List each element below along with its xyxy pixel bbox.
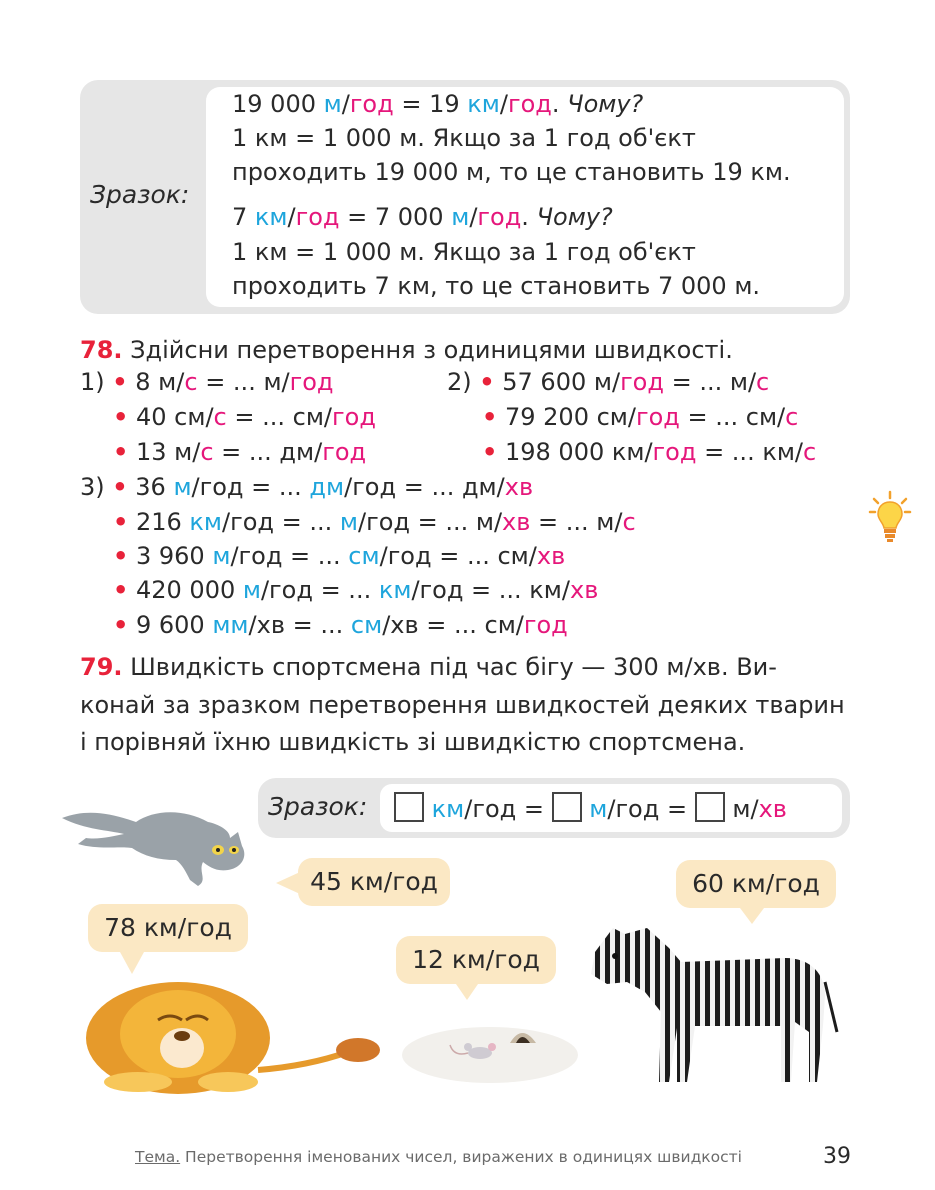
group-2-row-2: • 79 200 см/год = ... см/с <box>482 403 799 431</box>
page-number: 39 <box>823 1144 851 1169</box>
task-79-line-2: конай за зразком перетворення швидкостей деяких тварин <box>80 691 845 719</box>
sample-line-1: 19 000 м/год = 19 км/год. Чому? <box>232 90 644 118</box>
group-3-row-2: • 216 км/год = ... м/год = ... м/хв = ... м/с <box>113 508 636 536</box>
group-3-row-3: • 3 960 м/год = ... см/год = ... см/хв <box>113 542 566 570</box>
task-78-number: 78. <box>80 336 123 364</box>
lightbulb-icon <box>868 490 912 544</box>
task-78-heading: 78. Здійсни перетворення з одиницями швидкості. <box>80 336 733 364</box>
answer-box-2[interactable] <box>552 792 582 822</box>
group-3-row-5: • 9 600 мм/хв = ... см/хв = ... см/год <box>113 611 568 639</box>
answer-box-1[interactable] <box>394 792 424 822</box>
task-79-line-3: і порівняй їхню швидкість зі швидкістю спортсмена. <box>80 728 746 756</box>
task-79-sample-formula: км/год = м/год = м/хв <box>394 792 787 824</box>
cat-bubble-tail <box>276 872 300 894</box>
sample-line-6: проходить 7 км, то це становить 7 000 м. <box>232 272 761 300</box>
sample-line-5: 1 км = 1 000 м. Якщо за 1 год об'єкт <box>232 238 696 266</box>
group-2-row-1: 2) • 57 600 м/год = ... м/с <box>447 368 770 396</box>
lion-illustration <box>78 970 388 1095</box>
task-79-line-1: 79. Швидкість спортсмена під час бігу — 300 м/хв. Ви- <box>80 653 777 681</box>
sample-label: Зразок: <box>90 180 190 209</box>
mouse-illustration <box>400 995 580 1085</box>
group-2-row-3: • 198 000 км/год = ... км/с <box>482 438 817 466</box>
cat-illustration <box>58 800 258 890</box>
cat-speed-bubble: 45 км/год <box>298 858 450 906</box>
sample-line-2: 1 км = 1 000 м. Якщо за 1 год об'єкт <box>232 124 696 152</box>
answer-box-3[interactable] <box>695 792 725 822</box>
footer-topic: Тема. Перетворення іменованих чисел, виражених в одиницях швидкості <box>135 1148 742 1166</box>
lion-speed-bubble: 78 км/год <box>88 904 248 952</box>
zebra-speed-bubble: 60 км/год <box>676 860 836 908</box>
sample-line-3: проходить 19 000 м, то це становить 19 км. <box>232 158 791 186</box>
group-3-row-1: 3) • 36 м/год = ... дм/год = ... дм/хв <box>80 473 534 501</box>
task-79-number: 79. <box>80 653 123 681</box>
task-79-sample-label: Зразок: <box>268 792 368 821</box>
group-1-row-2: • 40 см/с = ... см/год <box>113 403 376 431</box>
mouse-speed-bubble: 12 км/год <box>396 936 556 984</box>
zebra-illustration <box>585 922 845 1087</box>
sample-line-4: 7 км/год = 7 000 м/год. Чому? <box>232 203 613 231</box>
group-3-row-4: • 420 000 м/год = ... км/год = ... км/хв <box>113 576 599 604</box>
group-1-row-3: • 13 м/с = ... дм/год <box>113 438 367 466</box>
group-1-row-1: 1) • 8 м/с = ... м/год <box>80 368 334 396</box>
